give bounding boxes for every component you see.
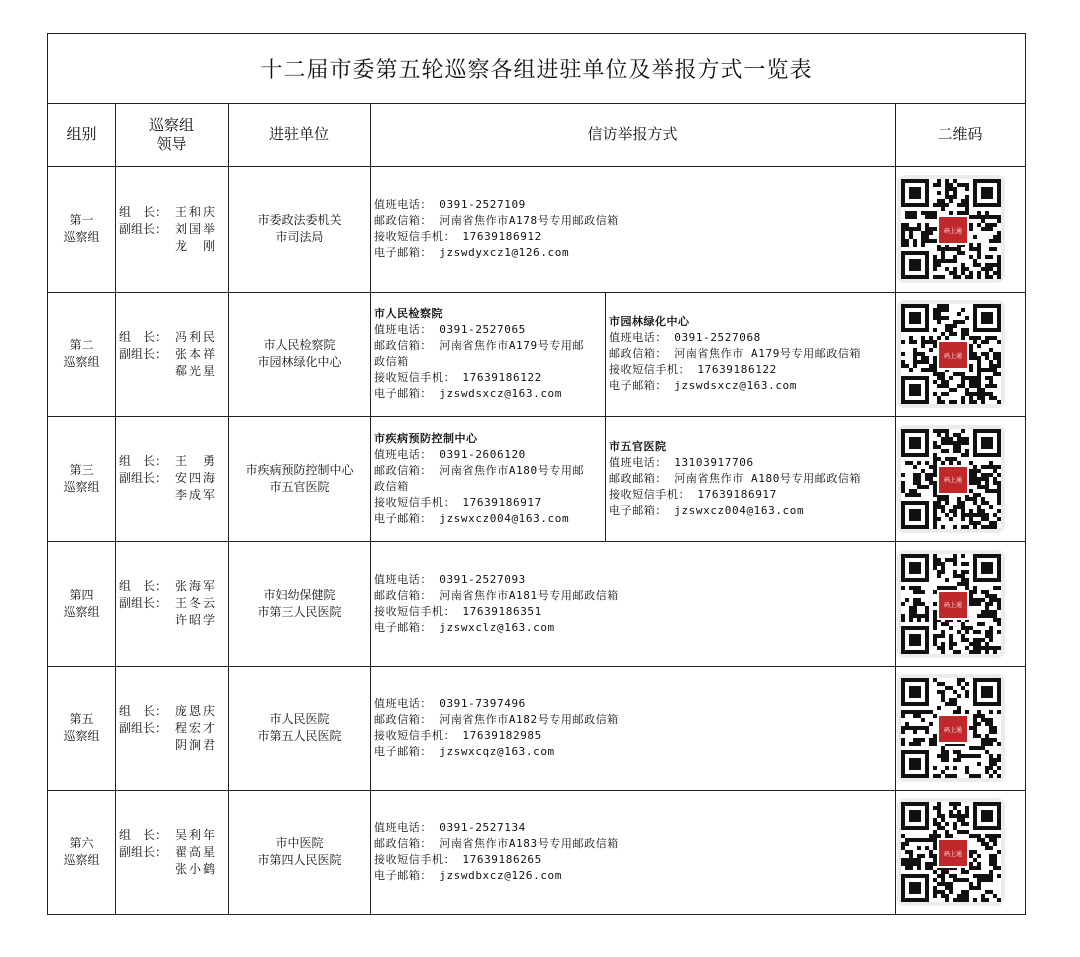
deputy-role-label: 副组长：: [119, 844, 168, 859]
contact-line: 接收短信手机： 17639186351: [374, 604, 542, 618]
header-leader-line2: 领导: [156, 134, 187, 153]
contact-heading: 市人民检察院: [374, 307, 443, 320]
leader-name: 王和庆: [175, 204, 218, 219]
deputy-name: 张本祥: [175, 346, 218, 361]
qrcode[interactable]: [901, 179, 1001, 279]
leader-row: [119, 827, 228, 844]
contact-line: 值班电话： 0391-2527134: [374, 821, 526, 834]
contact-cell: [371, 790, 895, 914]
header-contact: [370, 103, 895, 166]
contact-line: 值班电话： 0391-2527065: [374, 323, 526, 336]
group-name-line2: 巡察组: [63, 604, 100, 619]
contact-heading: 市园林绿化中心: [609, 315, 690, 328]
contact-line: 邮政信箱： 河南省焦作市A183号专用邮政信箱: [374, 837, 619, 850]
qrcode[interactable]: [901, 678, 1001, 778]
contact-heading: 市疾病预防控制中心: [374, 431, 478, 445]
contact-cell: [371, 166, 895, 292]
deputy-name: 郗光星: [175, 363, 218, 378]
spacer: [119, 363, 175, 380]
qrcode-cell: [896, 666, 1006, 790]
unit-name: 市妇幼保健院: [263, 587, 336, 602]
leader-name: 王 勇: [175, 454, 218, 468]
contact-line: 值班电话： 0391-2527068: [609, 331, 761, 344]
deputy-role-label: 副组长：: [119, 720, 168, 735]
leader-role-label: 组 长：: [119, 703, 168, 718]
deputy-name: 程宏才: [175, 720, 218, 735]
deputy-row: [119, 238, 228, 255]
deputy-name: 张小鹤: [175, 861, 218, 876]
leader-row: [119, 453, 228, 470]
deputy-row: [119, 470, 228, 487]
contact-line: 邮政邮箱： 河南省焦作市 A180号专用邮政信箱: [609, 471, 862, 485]
contact-line: 电子邮箱： jzswxcqz@163.com: [374, 745, 555, 758]
unit-cell: [229, 166, 370, 292]
contact-cell: [606, 292, 895, 416]
contact-line: 接收短信手机： 17639186122: [609, 363, 777, 376]
qrcode-cell: [896, 416, 1006, 541]
group-name-line1: 第四: [69, 587, 94, 602]
leader-name: 吴利年: [175, 827, 218, 842]
deputy-name: 安四海: [175, 471, 218, 485]
deputy-row: [119, 346, 228, 363]
group-name-line1: 第五: [69, 712, 94, 726]
qrcode-logo: 码上通: [937, 714, 969, 744]
contact-line: 政信箱: [374, 479, 409, 493]
leader-name: 冯利民: [175, 329, 218, 344]
qrcode-logo: 码上通: [937, 215, 969, 245]
group-name-line1: 第二: [69, 338, 94, 352]
contact-line: 邮政信箱： 河南省焦作市A181号专用邮政信箱: [374, 588, 619, 602]
qrcode[interactable]: [901, 802, 1001, 902]
contact-line: 电子邮箱： jzswxclz@163.com: [374, 620, 555, 634]
leader-cell: [116, 292, 228, 416]
contact-cell: [606, 416, 895, 541]
unit-name: 市司法局: [275, 230, 324, 244]
leader-role-label: 组 长：: [119, 454, 168, 468]
deputy-name: 李成军: [175, 488, 218, 502]
group-name-line2: 巡察组: [63, 479, 100, 494]
qrcode-logo: 码上通: [937, 590, 969, 620]
contact-line: 值班电话： 0391-2606120: [374, 447, 526, 461]
contact-line: 接收短信手机： 17639186917: [609, 487, 777, 501]
deputy-name: 王冬云: [175, 596, 218, 610]
unit-cell: [229, 666, 370, 790]
leader-row: [119, 329, 228, 346]
unit-name: 市人民医院: [269, 712, 330, 726]
group-name-line2: 巡察组: [63, 355, 100, 369]
qrcode[interactable]: [901, 554, 1001, 654]
unit-name: 市中医院: [275, 836, 324, 850]
group-name-line2: 巡察组: [63, 230, 100, 244]
unit-name: 市第三人民医院: [257, 604, 342, 619]
unit-cell: [229, 790, 370, 914]
header-qrcode: [895, 103, 1025, 166]
deputy-name: 刘国举: [175, 221, 218, 236]
spacer: [119, 238, 175, 255]
leader-cell: [116, 541, 228, 666]
unit-name: 市第五人民医院: [257, 729, 342, 743]
qrcode-logo: 码上通: [937, 465, 969, 495]
report-table: [47, 33, 1026, 915]
deputy-row: [119, 844, 228, 861]
contact-line: 接收短信手机： 17639186912: [374, 230, 542, 243]
leader-role-label: 组 长：: [119, 204, 168, 219]
header-contact-label: 信访举报方式: [587, 125, 678, 143]
deputy-role-label: 副组长：: [119, 596, 168, 610]
deputy-row: [119, 363, 228, 380]
contact-line: 邮政信箱： 河南省焦作市A180号专用邮: [374, 463, 585, 477]
deputy-role-label: 副组长：: [119, 221, 168, 236]
deputy-row: [119, 595, 228, 612]
qrcode-cell: [896, 541, 1006, 666]
contact-line: 电子邮箱： jzswxcz004@163.com: [609, 503, 805, 517]
deputy-role-label: 副组长：: [119, 471, 168, 485]
spacer: [119, 487, 175, 504]
group-name-line2: 巡察组: [63, 729, 100, 743]
group-cell: [48, 541, 115, 666]
leader-cell: [116, 790, 228, 914]
contact-line: 政信箱: [374, 355, 409, 368]
deputy-row: [119, 720, 228, 737]
leader-cell: [116, 416, 228, 541]
leader-row: [119, 204, 228, 221]
qrcode[interactable]: [901, 304, 1001, 404]
deputy-role-label: 副组长：: [119, 346, 168, 361]
deputy-name: 龙 刚: [175, 238, 218, 253]
header-unit-label: 进驻单位: [268, 125, 329, 143]
unit-cell: [229, 416, 370, 541]
header-group: [48, 103, 115, 166]
leader-row: [119, 578, 228, 595]
contact-line: 电子邮箱： jzswdsxcz@163.com: [374, 387, 563, 400]
unit-name: 市第四人民医院: [257, 853, 342, 867]
deputy-name: 许昭学: [175, 613, 218, 627]
header-unit: [228, 103, 370, 166]
leader-name: 张海军: [175, 579, 218, 593]
deputy-name: 阴涧君: [175, 737, 218, 752]
leader-name: 庞恩庆: [175, 703, 218, 718]
leader-role-label: 组 长：: [119, 579, 168, 593]
deputy-row: [119, 221, 228, 238]
unit-cell: [229, 292, 370, 416]
contact-line: 值班电话： 13103917706: [609, 455, 754, 469]
contact-line: 邮政信箱： 河南省焦作市 A179号专用邮政信箱: [609, 347, 862, 360]
contact-heading: 市五官医院: [609, 439, 667, 453]
contact-line: 接收短信手机： 17639186122: [374, 371, 542, 384]
header-group-label: 组别: [66, 125, 97, 143]
unit-name: 市人民检察院: [263, 338, 336, 352]
contact-line: 电子邮箱： jzswdyxcz1@126.com: [374, 246, 570, 259]
header-leader: [115, 103, 228, 166]
page-title: 十二届市委第五轮巡察各组进驻单位及举报方式一览表: [260, 58, 813, 83]
unit-cell: [229, 541, 370, 666]
title-row: [48, 34, 1025, 104]
leader-row: [119, 703, 228, 720]
unit-name: 市园林绿化中心: [257, 355, 342, 369]
deputy-row: [119, 487, 228, 504]
contact-line: 邮政信箱： 河南省焦作市A182号专用邮政信箱: [374, 713, 619, 726]
contact-line: 电子邮箱： jzswdsxcz@163.com: [609, 379, 798, 392]
contact-line: 邮政信箱： 河南省焦作市A179号专用邮: [374, 339, 585, 352]
contact-cell: [371, 541, 895, 666]
group-name-line1: 第六: [69, 836, 94, 850]
contact-line: 接收短信手机： 17639182985: [374, 729, 542, 742]
header-leader-line1: 巡察组: [148, 115, 194, 134]
deputy-name: 翟高星: [175, 844, 218, 859]
contact-line: 接收短信手机： 17639186917: [374, 495, 542, 509]
contact-line: 值班电话： 0391-2527109: [374, 198, 526, 211]
deputy-row: [119, 861, 228, 878]
group-cell: [48, 790, 115, 914]
contact-cell: [371, 666, 895, 790]
qrcode[interactable]: [901, 429, 1001, 529]
unit-name: 市疾病预防控制中心: [245, 462, 354, 477]
spacer: [119, 861, 175, 878]
deputy-row: [119, 612, 228, 629]
qrcode-cell: [896, 790, 1006, 914]
header-qrcode-label: 二维码: [937, 125, 983, 143]
qrcode-cell: [896, 166, 1006, 292]
qrcode-logo: 码上通: [937, 838, 969, 868]
group-name-line1: 第一: [69, 213, 94, 227]
contact-line: 值班电话： 0391-2527093: [374, 572, 526, 586]
spacer: [119, 612, 175, 629]
unit-name: 市委政法委机关: [257, 213, 342, 227]
group-name-line1: 第三: [69, 462, 94, 477]
group-name-line2: 巡察组: [63, 853, 100, 867]
leader-cell: [116, 666, 228, 790]
group-cell: [48, 416, 115, 541]
contact-line: 接收短信手机： 17639186265: [374, 853, 542, 866]
contact-line: 电子邮箱： jzswdbxcz@126.com: [374, 869, 563, 882]
qrcode-logo: 码上通: [937, 340, 969, 370]
contact-line: 电子邮箱： jzswxcz004@163.com: [374, 511, 570, 525]
group-cell: [48, 666, 115, 790]
leader-cell: [116, 166, 228, 292]
group-cell: [48, 166, 115, 292]
contact-line: 邮政信箱： 河南省焦作市A178号专用邮政信箱: [374, 214, 619, 227]
unit-name: 市五官医院: [269, 479, 330, 494]
leader-role-label: 组 长：: [119, 329, 168, 344]
contact-cell: [371, 416, 605, 541]
contact-line: 值班电话： 0391-7397496: [374, 697, 526, 710]
qrcode-cell: [896, 292, 1006, 416]
contact-cell: [371, 292, 605, 416]
leader-role-label: 组 长：: [119, 827, 168, 842]
deputy-row: [119, 737, 228, 754]
group-cell: [48, 292, 115, 416]
spacer: [119, 737, 175, 754]
